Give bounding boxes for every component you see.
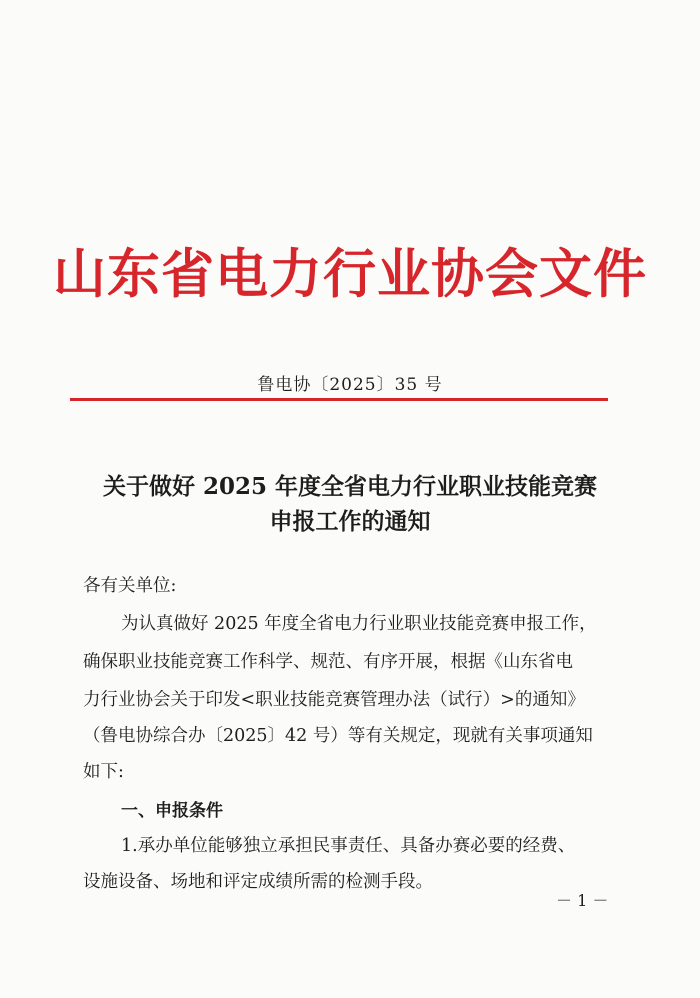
- section-heading: 一、申报条件: [121, 801, 223, 821]
- org-header-title: 山东省电力行业协会文件: [53, 244, 647, 305]
- notice-title-line-2: 申报工作的通知: [269, 508, 431, 535]
- paragraph-line: 1.承办单位能够独立承担民事责任、具备办赛必要的经费、: [121, 836, 576, 856]
- paragraph-line: （鲁电协综合办〔2025〕42 号）等有关规定，现就有关事项通知: [83, 726, 593, 746]
- salutation: 各有关单位:: [83, 576, 177, 596]
- paragraph-line: 确保职业技能竞赛工作科学、规范、有序开展，根据《山东省电: [83, 652, 573, 672]
- paragraph-line: 如下:: [83, 762, 124, 782]
- document-number: 鲁电协〔2025〕35 号: [257, 375, 443, 395]
- notice-title-line-1: 关于做好 2025 年度全省电力行业职业技能竞赛: [102, 473, 598, 500]
- paragraph-line: 为认真做好 2025 年度全省电力行业职业技能竞赛申报工作，: [121, 614, 597, 634]
- paragraph-line: 设施设备、场地和评定成绩所需的检测手段。: [83, 872, 433, 892]
- header-red-rule: [70, 398, 608, 401]
- paragraph-line: 力行业协会关于印发<职业技能竞赛管理办法（试行）>的通知》: [83, 690, 585, 710]
- page-number: － 1 －: [556, 891, 609, 910]
